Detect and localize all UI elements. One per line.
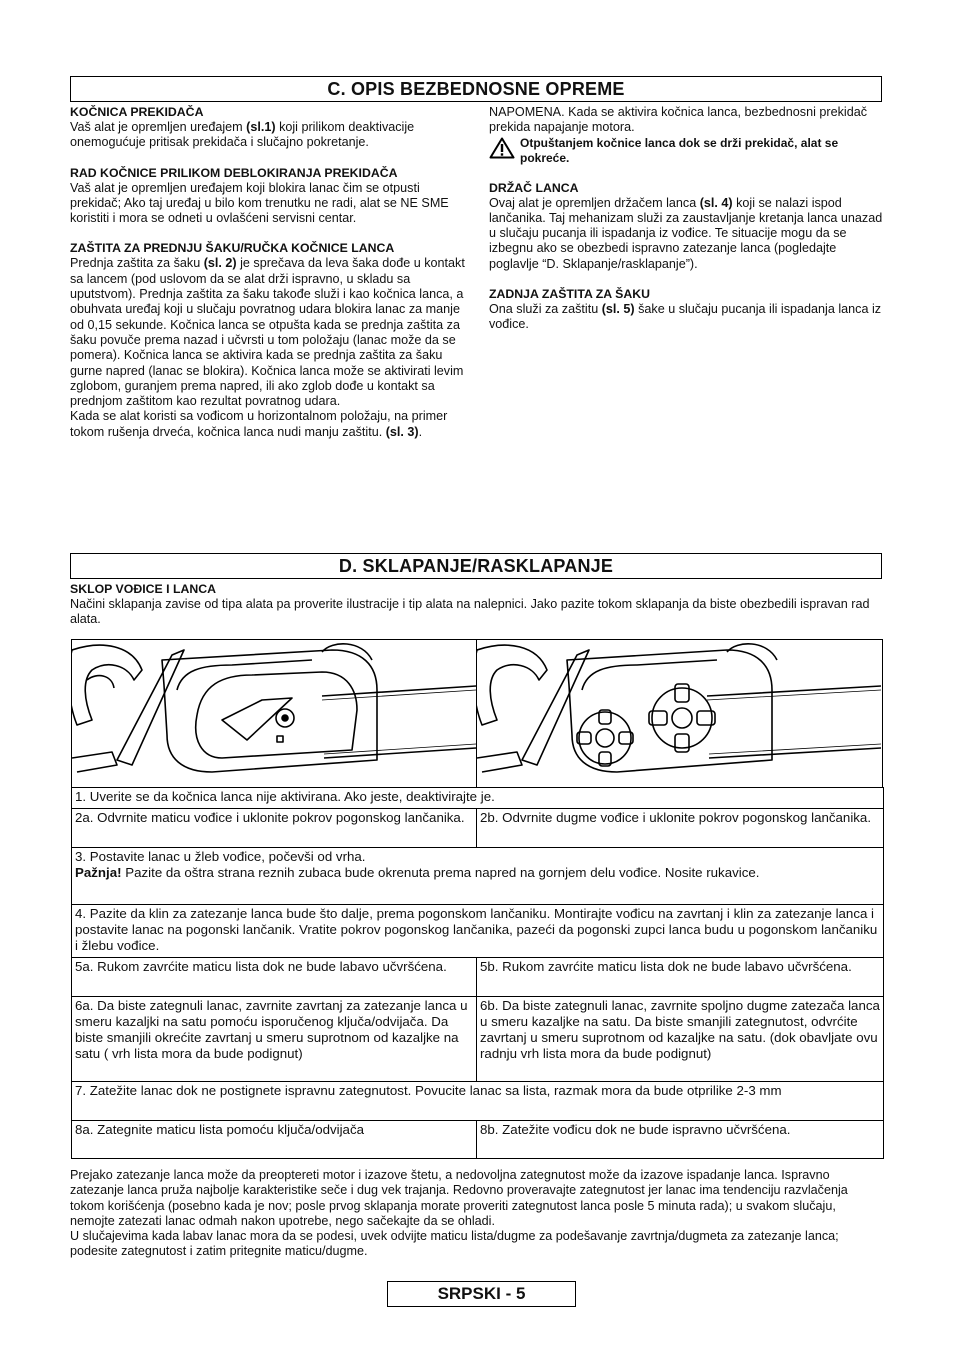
paragraph-front-hand-guard: Prednja zaštita za šaku (sl. 2) je sprečava da leva šaka dođe u kontakt sa lancem (pod uslovom da se alat drži ispravno, u skladu sa uputstvom). Prednja zaštita za šaku takođe služi i kao kočnica lanca, a obuhvata uređaj koji u slučaju povratnog udara blokira lanac za manje od 0,15 sekunde. Kočnica lanca se otpušta kada se prednja zaštita za šaku povuče prema nazad i učvrsti u tom položaju (lanac može da se pomera). Kočnica lanca se aktivira kada se prednja zaštita za šaku gurne napred (lanac se blokira). Kočnica lanca može se aktivirati levim zglobom, guranjem prema napred, ili ako zglob dođe u kontakt sa prednjom zaštitom kao rezultat povratnog udara. — [70, 256, 465, 409]
warning-text: Otpuštanjem kočnice lanca dok se drži prekidač, alat se pokreće. — [520, 135, 839, 165]
assembly-illustrations — [71, 639, 883, 788]
section-d-intro — [70, 582, 882, 628]
step-8b: 8b. Zatežite vođicu dok ne bude ispravno učvršćena. — [477, 1121, 884, 1159]
step-8a: 8a. Zategnite maticu lista pomoću ključa/odvijača — [72, 1121, 477, 1159]
step-1: 1. Uverite se da kočnica lanca nije aktivirana. Ako jeste, deaktivirajte je. — [72, 788, 884, 809]
heading-chain-catcher: DRŽAČ LANCA — [489, 180, 579, 195]
section-c-title: C. OPIS BEZBEDNOSNE OPREME — [70, 76, 882, 102]
step-5a: 5a. Rukom zavrćite maticu lista dok ne bude labavo učvršćena. — [72, 958, 477, 997]
section-c-right-column — [489, 105, 884, 333]
footer-paragraph-1: Prejako zatezanje lanca može da preoptereti motor i izazove štetu, a nedovoljna zategnutost može da izazove ispadanje lanca. Ispravno zatezanje lanca pruža najbolje karakteristike seče i dug vek trajanja. Redovno proveravajte zategnutost jer lanac ima tendenciju razvlačenja tokom korišćenja (posebno kada je nov; posle prvog sklapanja morate proveriti zategnutost lanca posle 5 minuta rada); u svakom slučaju, nemojte zatezati lanac odmah nakon upotrebe, nego sačekajte da se ohladi. — [70, 1168, 848, 1228]
illustration-knob-type — [477, 640, 881, 787]
paragraph-chain-catcher: Ovaj alat je opremljen držačem lanca (sl. 4) koji se nalazi ispod lančanika. Taj mehanizam služi za zaustavljanje kretanja lanca unazad u slučaju pucanja ili ispadanja iz vođice. Te situacije mogu da se izbegnu ako se obezbedi ispravno zatezanje lanca (pogledajte poglavlje “D. Sklapanje/rasklapanje”). — [489, 195, 883, 271]
step-2b: 2b. Odvrnite dugme vođice i uklonite pokrov pogonskog lančanika. — [477, 809, 884, 848]
intro-text: Načini sklapanja zavise od tipa alata pa proverite ilustracije i tip alata na nalepnici. Jako pazite tokom sklapanja da biste obezbedili ispravan rad alata. — [70, 597, 870, 627]
heading-switch-brake: KOČNICA PREKIDAČA — [70, 105, 204, 119]
heading-brake-release: RAD KOČNICE PRILIKOM DEBLOKIRANJA PREKIDAČA — [70, 165, 398, 180]
step-5b: 5b. Rukom zavrćite maticu lista dok ne bude labavo učvršćena. — [477, 958, 884, 997]
step-7: 7. Zatežite lanac dok ne postignete ispravnu zategnutost. Povucite lanac sa lista, razmak mora da bude otprilike 2-3 mm — [72, 1082, 884, 1121]
paragraph-horizontal-use: Kada se alat koristi sa vođicom u horizontalnom položaju, na primer tokom rušenja drveća, kočnica lanca nudi manju zaštitu. (sl. 3). — [70, 409, 448, 439]
section-c-left-column — [70, 105, 465, 440]
step-4: 4. Pazite da klin za zatezanje lanca bude što dalje, prema pogonskom lančaniku. Montirajte vođicu na zavrtanj i klin za zatezanje lanca i postavite lanac na pogonski lančanik. Vratite pokrov pogonskog lančanika, pazeći da pogonski zupci lanca budu u pogonskom lančaniku i žlebu vođice. — [72, 905, 884, 958]
page-label: SRPSKI - 5 — [387, 1281, 576, 1307]
step-3: 3. Postavite lanac u žleb vođice, počevši od vrha. Pažnja! Pazite da oštra strana reznih zubaca bude okrenuta prema napred na gornjem delu vođice. Nosite rukavice. — [72, 848, 884, 905]
paragraph-switch-brake: Vaš alat je opremljen uređajem (sl.1) koji prilikom deaktivacije onemogućuje pritisak prekidača i slučajno pokretanje. — [70, 120, 415, 150]
footer-paragraph-2: U slučajevima kada labav lanac mora da se podesi, uvek odvijte maticu lista/dugme za podešavanje zavrtnja/dugmeta za zatezanje lanca; podesite zategnutost i zatim pritegnite maticu/dugme. — [70, 1229, 839, 1259]
step-6b: 6b. Da biste zategnuli lanac, zavrnite spoljno dugme zatezača lanca u smeru kazaljke na satu. Da biste smanjili zategnutost, odvrćite zavrtanj u smeru suprotnom od kazaljke na satu. (dok obavljate ovu radnju vrh lista mora da bude podignut) — [477, 997, 884, 1082]
heading-rear-hand-guard: ZADNJA ZAŠTITA ZA ŠAKU — [489, 287, 650, 302]
paragraph-brake-release: Vaš alat je opremljen uređajem koji blokira lanac čim se otpusti prekidač; Ako taj uređaj u bilo kom trenutku ne radi, alat se NE SME koristiti i mora se odneti u ovlašćeni servisni centar. — [70, 180, 449, 226]
warning-block — [489, 136, 884, 166]
step-2a: 2a. Odvrnite maticu vođice i uklonite pokrov pogonskog lančanika. — [72, 809, 477, 848]
chainsaw-nut-illustration — [72, 640, 476, 787]
tension-footer — [70, 1168, 884, 1260]
note-text: NAPOMENA. Kada se aktivira kočnica lanca, bezbednosni prekidač prekida napajanje motora. — [489, 105, 868, 135]
chainsaw-knob-illustration — [477, 640, 881, 787]
heading-front-hand-guard: ZAŠTITA ZA PREDNJU ŠAKU/RUČKA KOČNICE LANCA — [70, 241, 395, 256]
step-6a: 6a. Da biste zategnuli lanac, zavrnite zavrtanj za zatezanje lanca u smeru kazaljki na satu pomoću isporučenog ključa/odvijača. Da biste smanjili okrećite zavrtanj u smeru suprotnom od kazaljke na satu ( vrh lista mora da bude podignut) — [72, 997, 477, 1082]
illustration-nut-type — [72, 640, 477, 787]
warning-triangle-icon — [489, 137, 515, 159]
assembly-steps-table — [71, 787, 884, 1159]
section-d-title: D. SKLAPANJE/RASKLAPANJE — [70, 553, 882, 579]
paragraph-rear-hand-guard: Ona služi za zaštitu (sl. 5) šake u slučaju pucanja ili ispadanja lanca iz vođice. — [489, 302, 882, 332]
heading-bar-chain-assembly: SKLOP VOĐICE I LANCA — [70, 582, 216, 596]
